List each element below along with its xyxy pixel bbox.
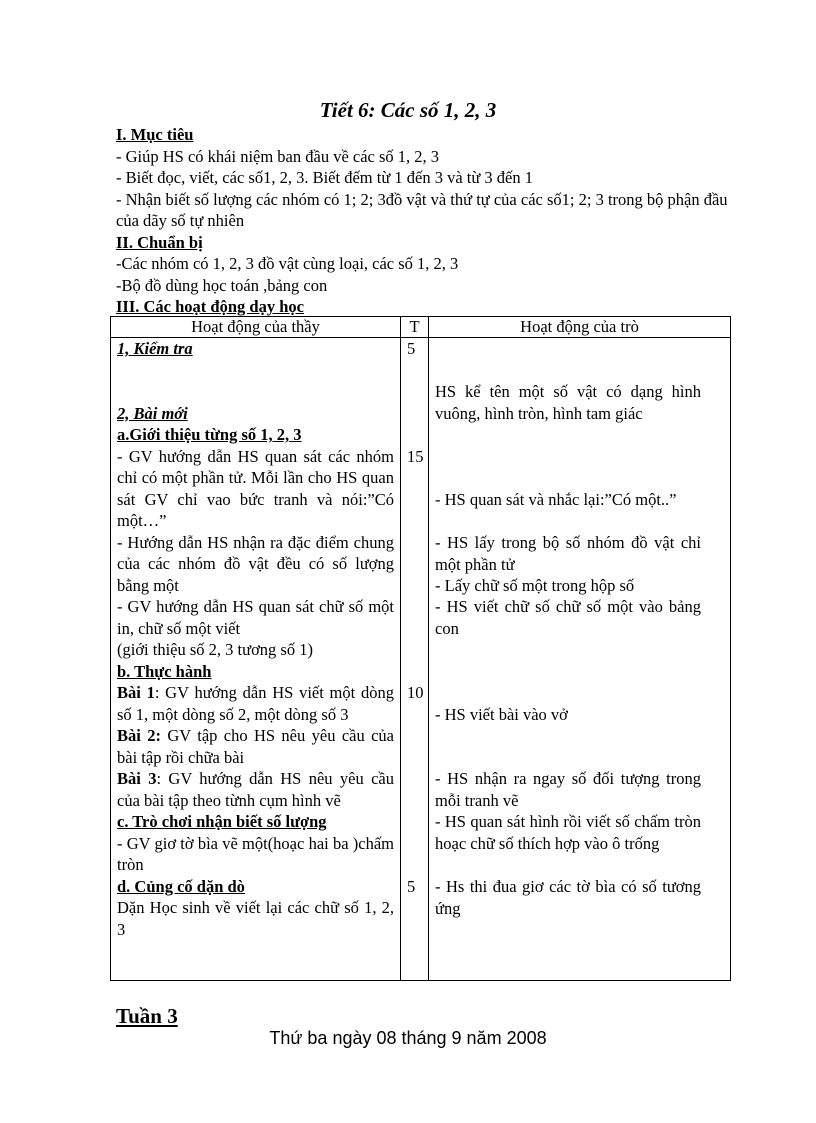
page-title: Tiết 6: Các số 1, 2, 3	[319, 98, 497, 122]
teacher-step: - GV hướng dẫn HS quan sát chữ số một in, chữ số một viết	[117, 597, 394, 638]
student-step: - HS viết chữ số chữ số một vào bảng con	[435, 597, 701, 638]
time-column	[401, 338, 429, 981]
gioi-thieu-heading: a.Giới thiệu từng số 1, 2, 3	[117, 425, 302, 444]
exercise-3	[117, 768, 394, 811]
time-value: 5	[407, 877, 416, 896]
header-teacher: Hoạt động của thầy	[111, 317, 401, 338]
exercise-3-label: Bài 3	[117, 769, 157, 788]
student-step: - Lấy chữ số một trong hộp số	[435, 576, 635, 595]
student-step: - HS nhận ra ngay số đối tượng trong mỗi tranh vẽ	[435, 769, 701, 810]
week-heading: Tuần 3	[116, 1004, 178, 1028]
teacher-step: - GV giơ tờ bìa vẽ một(hoạc hai ba )chấm tròn	[117, 833, 394, 874]
time-value: 15	[407, 447, 424, 466]
student-step: - HS quan sát hình rồi viết số chấm tròn hoạc chữ số thích hợp vào ô trống	[435, 812, 701, 853]
activities-heading: III. Các hoạt động dạy học	[116, 297, 304, 316]
student-step: - HS quan sát và nhắc lại:”Có một..”	[435, 490, 677, 509]
bai-moi-heading: 2, Bài mới	[117, 403, 188, 423]
student-step: - HS lấy trong bộ số nhóm đồ vật chỉ một phần tử	[435, 533, 701, 574]
table-body-row	[111, 338, 731, 981]
exercise-1-label: Bài 1	[117, 683, 155, 702]
objective-item: - Biết đọc, viết, các số1, 2, 3. Biết đếm từ 1 đến 3 và từ 3 đến 1	[116, 168, 534, 187]
student-column	[429, 338, 731, 981]
kiem-tra-heading: 1, Kiểm tra	[117, 339, 193, 358]
exercise-1	[117, 682, 394, 725]
exercise-3-text: : GV hướng dẫn HS nêu yêu cầu của bài tập theo từnh cụm hình vẽ	[117, 769, 394, 810]
activities-table	[110, 316, 731, 981]
prep-item: -Bộ đồ dùng học toán ,bảng con	[116, 275, 328, 295]
objectives-heading: I. Mục tiêu	[116, 125, 194, 144]
exercise-2	[117, 725, 394, 768]
table-header-row	[111, 317, 731, 338]
header-student: Hoạt động của trò	[429, 317, 731, 338]
prep-item: -Các nhóm có 1, 2, 3 đồ vật cùng loại, các số 1, 2, 3	[116, 254, 459, 273]
objective-item: - Nhận biết số lượng các nhóm có 1; 2; 3đồ vật và thứ tự của các số1; 2; 3 trong bộ phận đầu của dãy số tự nhiên	[116, 189, 728, 230]
student-step: HS kể tên một số vật có dạng hình vuông, hình tròn, hình tam giác	[435, 382, 701, 423]
time-value: 10	[407, 683, 424, 702]
teacher-step: - GV hướng dẫn HS quan sát các nhóm chỉ có một phần tử. Mỗi lần cho HS quan sát GV chỉ vao bức tranh và nói:”Có một…”	[117, 446, 394, 530]
header-time: T	[401, 317, 429, 338]
prep-heading: II. Chuẩn bị	[116, 232, 203, 252]
teacher-step: Dặn Học sinh về viết lại các chữ số 1, 2, 3	[117, 898, 394, 939]
tro-choi-heading: c. Trò chơi nhận biết số lượng	[117, 812, 327, 831]
thuc-hanh-heading: b. Thực hành	[117, 661, 212, 681]
date-line: Thứ ba ngày 08 tháng 9 năm 2008	[269, 1028, 547, 1048]
time-value: 5	[407, 339, 416, 358]
lesson-intro	[116, 124, 736, 318]
teacher-column	[111, 338, 401, 981]
teacher-step: - Hướng dẫn HS nhận ra đặc điểm chung của các nhóm đồ vật đều có số lượng bằng một	[117, 532, 394, 595]
teacher-step: (giới thiệu số 2, 3 tương số 1)	[117, 640, 313, 659]
cung-co-heading: d. Củng cố dặn dò	[117, 876, 245, 896]
exercise-2-text: GV tập cho HS nêu yêu cầu của bài tập rồi chữa bài	[117, 726, 394, 767]
exercise-2-label: Bài 2:	[117, 726, 161, 745]
student-step: - Hs thi đua giơ các tờ bìa có số tương ứng	[435, 877, 701, 918]
student-step: - HS viết bài vào vở	[435, 705, 568, 724]
objective-item: - Giúp HS có khái niệm ban đầu về các số 1, 2, 3	[116, 146, 440, 166]
exercise-1-text: : GV hướng dẫn HS viết một dòng số 1, một dòng số 2, một dòng số 3	[117, 683, 394, 724]
